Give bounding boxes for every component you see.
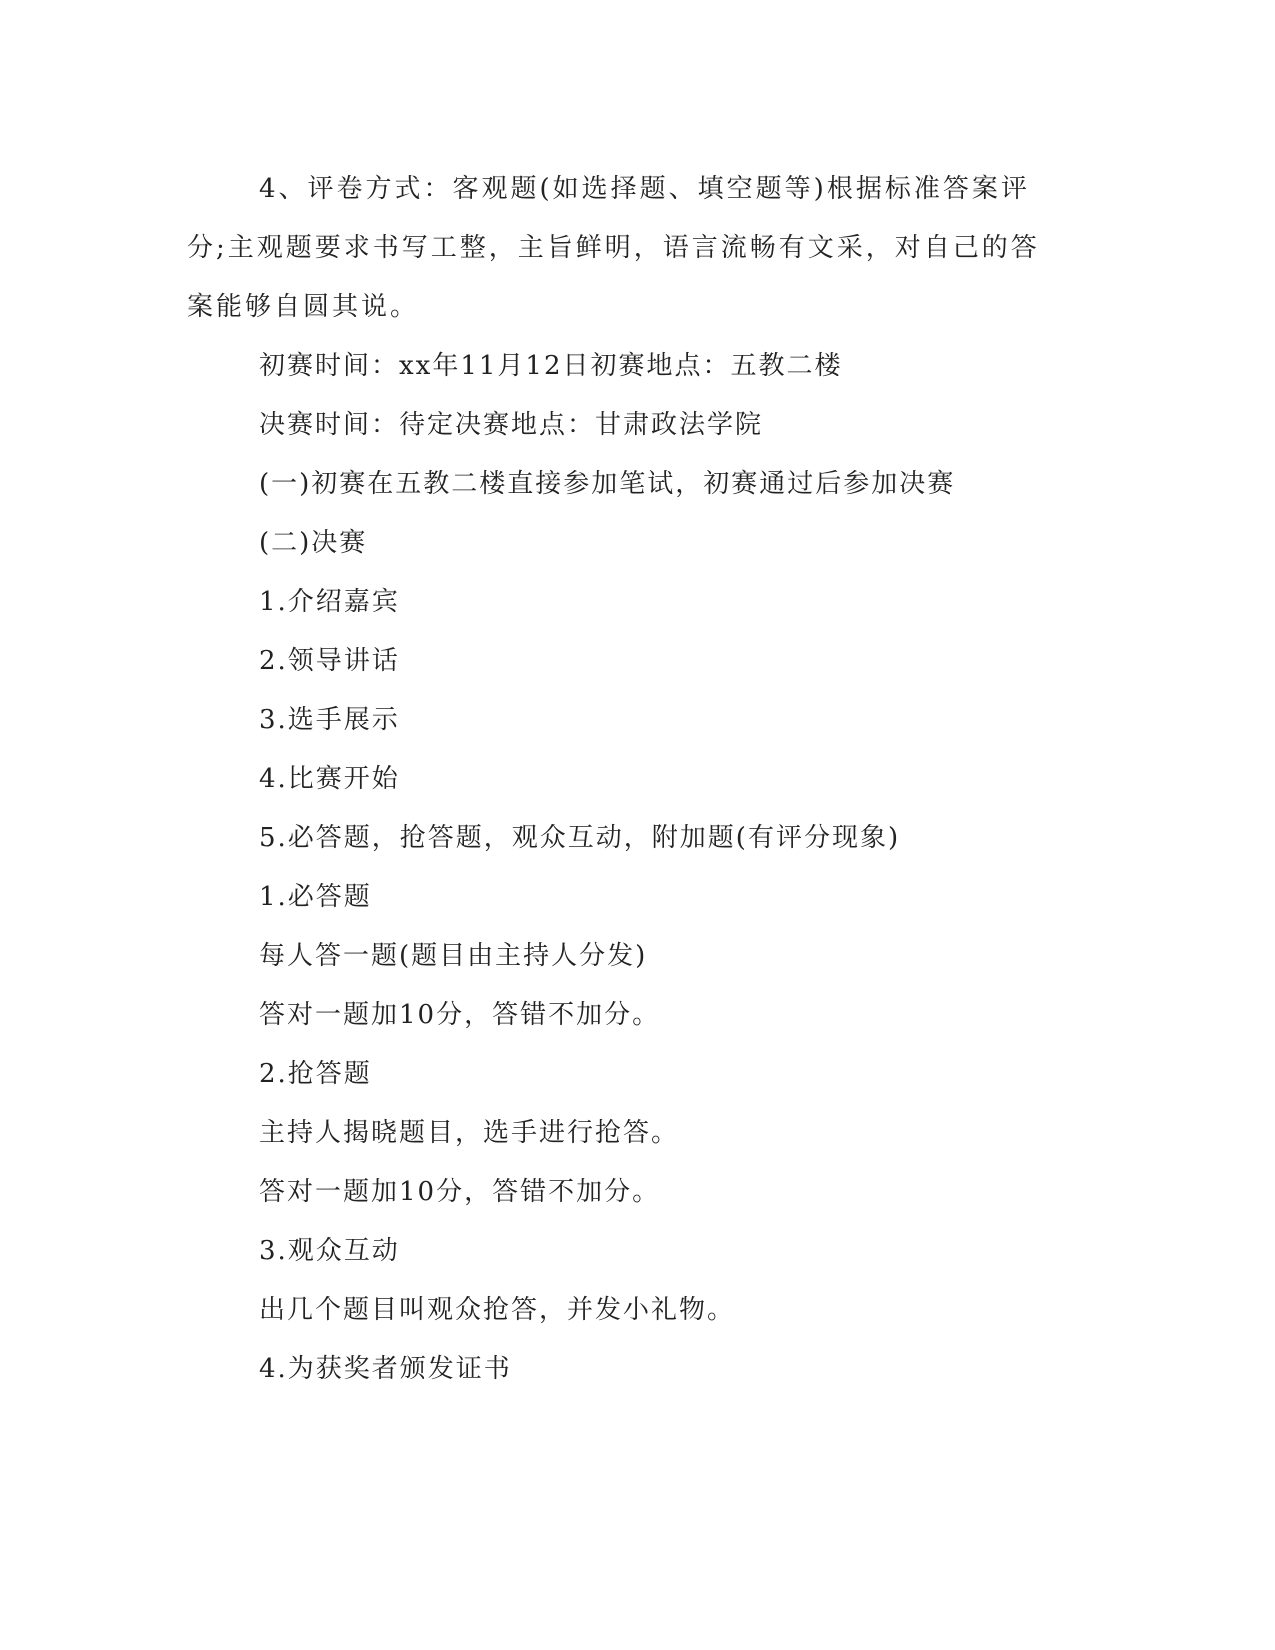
list-item: 3.选手展示 — [259, 705, 400, 735]
list-item: 5.必答题，抢答题，观众互动，附加题(有评分现象) — [259, 823, 901, 853]
paragraph-text: 出几个题目叫观众抢答，并发小礼物。 — [259, 1295, 736, 1325]
subheading-required-questions: 1.必答题 — [259, 882, 372, 912]
subheading-audience-interaction: 3.观众互动 — [259, 1236, 400, 1266]
paragraph-section-preliminary: (一)初赛在五教二楼直接参加笔试，初赛通过后参加决赛 — [259, 469, 956, 499]
paragraph-section-final: (二)决赛 — [259, 528, 368, 558]
list-item: 1.介绍嘉宾 — [259, 587, 400, 617]
paragraph-final-time: 决赛时间：待定决赛地点：甘肃政法学院 — [259, 410, 764, 440]
paragraph-text: 答对一题加10分，答错不加分。 — [259, 1000, 661, 1030]
paragraph-text: 每人答一题(题目由主持人分发) — [259, 941, 648, 971]
paragraph-grading-method: 4、评卷方式：客观题(如选择题、填空题等)根据标准答案评分;主观题要求书写工整，主旨鲜明，语言流畅有文采，对自己的答案能够自圆其说。 — [187, 174, 1040, 322]
paragraph-text: 答对一题加10分，答错不加分。 — [259, 1177, 661, 1207]
paragraph-preliminary-time: 初赛时间：xx年11月12日初赛地点：五教二楼 — [259, 351, 843, 381]
document-body — [187, 160, 1057, 1399]
list-item: 4.比赛开始 — [259, 764, 400, 794]
subheading-award-certificates: 4.为获奖者颁发证书 — [259, 1354, 512, 1384]
paragraph-text: 主持人揭晓题目，选手进行抢答。 — [259, 1118, 680, 1148]
list-item: 2.领导讲话 — [259, 646, 400, 676]
subheading-quick-answer: 2.抢答题 — [259, 1059, 372, 1089]
